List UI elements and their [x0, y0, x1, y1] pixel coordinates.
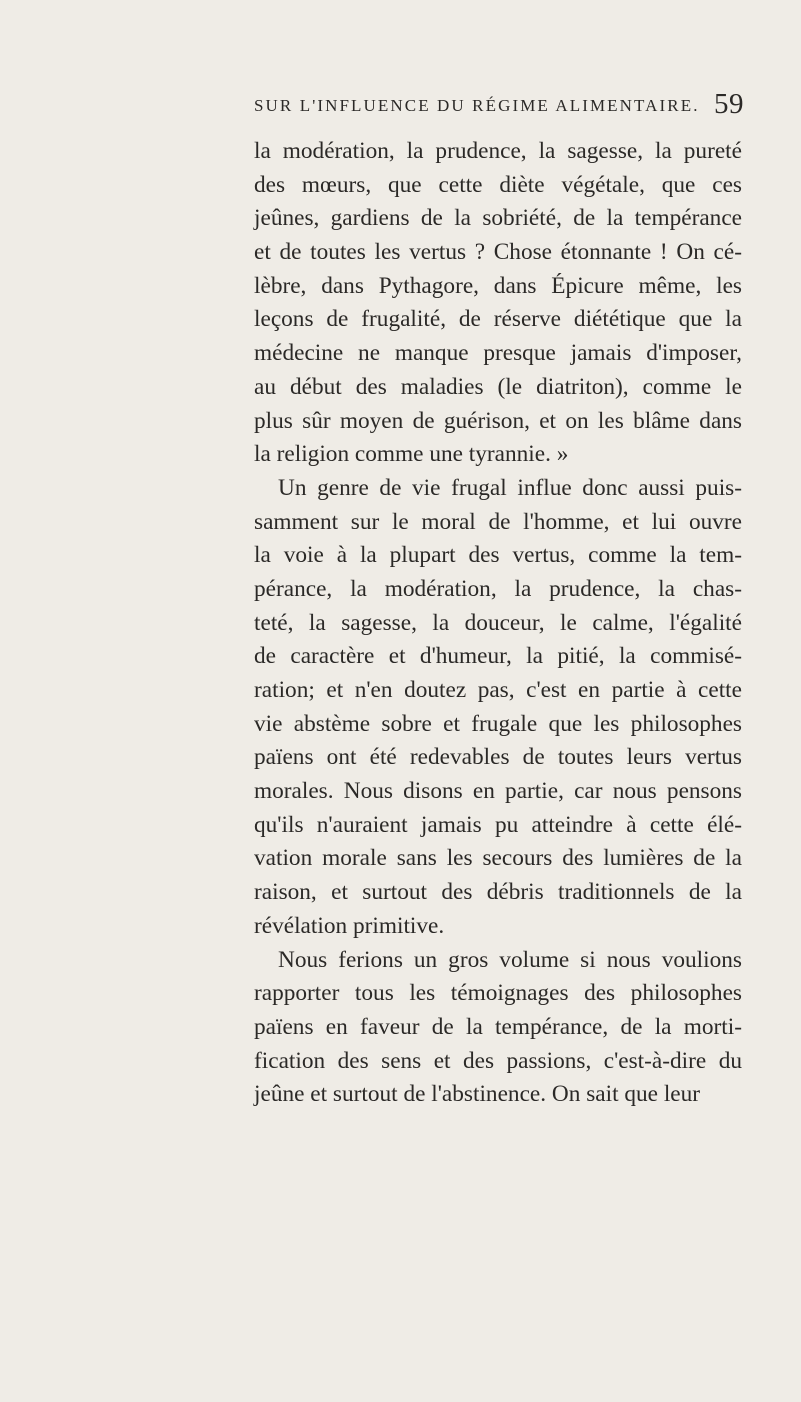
text-line: plus sûr moyen de guérison, et on les blâme dans: [254, 407, 742, 434]
text-line: médecine ne manque presque jamais d'imposer,: [254, 340, 742, 367]
text-line: et de toutes les vertus ? Chose étonnante ! On cé-: [254, 239, 742, 266]
text-line: la religion comme une tyrannie. »: [254, 441, 569, 468]
text-line: vie abstème sobre et frugale que les philosophes: [254, 710, 742, 737]
text-line: de caractère et d'humeur, la pitié, la commisé-: [254, 643, 742, 670]
text-line: Nous ferions un gros volume si nous voulions: [278, 946, 742, 973]
text-line: morales. Nous disons en partie, car nous pensons: [254, 778, 742, 805]
text-line: fication des sens et des passions, c'est-à-dire du: [254, 1047, 742, 1074]
body-text: [254, 135, 742, 1112]
page-number: 59: [714, 88, 744, 120]
text-line: qu'ils n'auraient jamais pu atteindre à cette élé-: [254, 811, 742, 838]
text-line: teté, la sagesse, la douceur, le calme, l'égalité: [254, 609, 742, 636]
text-line: révélation primitive.: [254, 912, 445, 939]
text-line: pérance, la modération, la prudence, la chas-: [254, 575, 742, 602]
text-line: samment sur le moral de l'homme, et lui ouvre: [254, 508, 742, 535]
text-line: vation morale sans les secours des lumières de la: [254, 845, 742, 872]
text-line: des mœurs, que cette diète végétale, que ces: [254, 171, 742, 198]
running-title: SUR L'INFLUENCE DU RÉGIME ALIMENTAIRE.: [254, 96, 700, 115]
text-line: leçons de frugalité, de réserve diététique que la: [254, 306, 742, 333]
text-line: au début des maladies (le diatriton), comme le: [254, 373, 742, 400]
text-line: rapporter tous les témoignages des philosophes: [254, 980, 742, 1007]
text-line: ration; et n'en doutez pas, c'est en partie à cette: [254, 677, 742, 703]
text-line: jeûne et surtout de l'abstinence. On sait que leur: [254, 1081, 701, 1108]
text-line: païens ont été redevables de toutes leurs vertus: [254, 744, 742, 771]
text-line: lèbre, dans Pythagore, dans Épicure même, les: [254, 272, 742, 299]
running-head: [254, 88, 754, 128]
text-line: la voie à la plupart des vertus, comme la tem-: [254, 542, 742, 569]
text-line: la modération, la prudence, la sagesse, la pureté: [254, 138, 742, 164]
text-line: païens en faveur de la tempérance, de la morti-: [254, 1013, 742, 1040]
text-line: Un genre de vie frugal influe donc aussi puis-: [278, 474, 742, 501]
text-line: jeûnes, gardiens de la sobriété, de la tempérance: [254, 205, 742, 232]
text-line: raison, et surtout des débris traditionnels de la: [254, 879, 742, 906]
